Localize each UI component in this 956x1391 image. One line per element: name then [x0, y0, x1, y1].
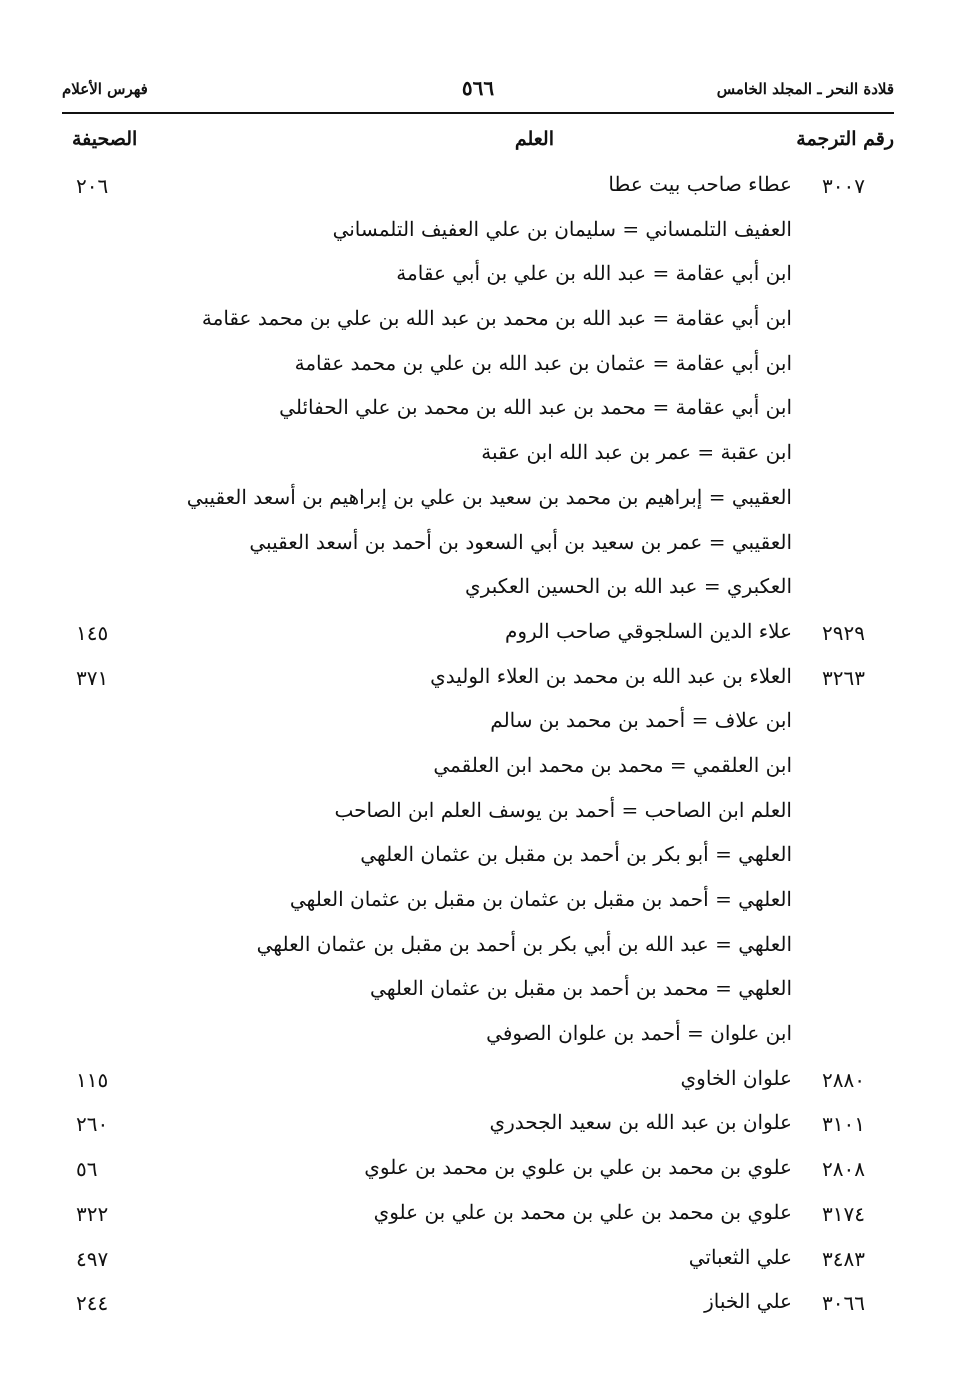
index-entry: [62, 434, 894, 479]
entry-name: ابن أبي عقامة = محمد بن عبد الله بن محمد بن علي الحفائلي: [279, 395, 792, 420]
index-entry: [62, 1194, 894, 1239]
page-number: ٥٦٦: [461, 76, 495, 100]
entry-number: ٢٩٢٩: [822, 620, 865, 645]
index-entry: [62, 881, 894, 926]
entry-page: ٢٠٦: [76, 174, 109, 198]
index-entry: [62, 300, 894, 345]
entry-number: ٣١٠١: [822, 1112, 865, 1137]
section-title: فهرس الأعلام: [62, 80, 148, 98]
index-entry: [62, 1149, 894, 1194]
index-entry: [62, 479, 894, 524]
running-head: [62, 72, 894, 108]
entry-name: علوي بن محمد بن علي بن علوي بن محمد بن علوي: [364, 1155, 792, 1180]
entry-number: ٢٨٨٠: [822, 1067, 865, 1092]
entry-name: ابن أبي عقامة = عبد الله بن علي بن أبي عقامة: [396, 261, 792, 286]
entry-page: ١٤٥: [76, 620, 109, 645]
entry-number: ٢٨٠٨: [822, 1157, 865, 1182]
entry-number: ٣٠٦٦: [822, 1291, 865, 1316]
index-entry: [62, 166, 894, 211]
index-entry: [62, 389, 894, 434]
entry-page: ٤٩٧: [76, 1246, 109, 1271]
book-title: قلادة النحر ـ المجلد الخامس: [716, 80, 894, 98]
entry-name: العلهي = أحمد بن مقبل بن عثمان بن مقبل بن عثمان العلهي: [289, 887, 792, 911]
entry-name: العلهي = محمد بن أحمد بن مقبل بن عثمان العلهي: [370, 976, 792, 1001]
entry-page: ٣٢٢: [76, 1201, 109, 1226]
index-entry: [62, 613, 894, 658]
entry-name: علي الثعباتي: [688, 1244, 792, 1269]
index-entry: [62, 1104, 894, 1149]
entry-page: ٣٧١: [76, 665, 109, 690]
index-entry: [62, 568, 894, 613]
entry-page: ٢٤٤: [76, 1291, 109, 1316]
entry-name: ابن أبي عقامة = عبد الله بن محمد بن عبد الله بن علي بن محمد عقامة: [201, 306, 792, 331]
entry-name: ابن عقبة = عمر بن عبد الله ابن عقبة: [481, 440, 792, 465]
entry-name: ابن علاف = أحمد بن محمد بن سالم: [490, 708, 792, 733]
index-entry: [62, 747, 894, 792]
entry-name: ابن أبي عقامة = عثمان بن عبد الله بن علي بن محمد عقامة: [294, 350, 792, 375]
entry-name: علوان بن عبد الله بن سعيد الجحدري: [489, 1110, 792, 1135]
index-entry: [62, 1239, 894, 1284]
entry-name: ابن العلقمي = محمد بن محمد ابن العلقمي: [433, 752, 792, 777]
column-header-number: رقم الترجمة: [796, 128, 894, 150]
entry-name: علوان الخاوي: [680, 1065, 792, 1090]
index-entry: [62, 211, 894, 256]
column-header-name: العلم: [514, 128, 554, 150]
entry-name: ابن علوان = أحمد بن علوان الصوفي: [486, 1021, 792, 1046]
entry-name: العقيبي = عمر بن سعيد بن أبي السعود بن أحمد بن أسعد العقيبي: [249, 529, 792, 554]
index-entry: [62, 836, 894, 881]
header-rule: [62, 112, 894, 114]
entry-number: ٣٢٦٣: [822, 665, 865, 690]
entry-name: علي الخباز: [704, 1289, 792, 1314]
entry-number: ٣٠٠٧: [822, 174, 865, 198]
entry-name: العلم ابن الصاحب = أحمد بن يوسف العلم ابن الصاحب: [334, 797, 792, 822]
index-entry: [62, 1015, 894, 1060]
index-entry: [62, 345, 894, 390]
index-entry: [62, 702, 894, 747]
entry-number: ٣٤٨٣: [822, 1246, 865, 1271]
column-headers: [62, 128, 894, 162]
entry-number: ٣١٧٤: [822, 1201, 865, 1226]
index-entry: [62, 792, 894, 837]
column-header-page: الصحيفة: [72, 128, 138, 150]
index-entry: [62, 658, 894, 703]
index-entry: [62, 1060, 894, 1105]
index-entries: [62, 166, 894, 1328]
index-entry: [62, 970, 894, 1015]
entry-name: العفيف التلمساني = سليمان بن علي العفيف التلمساني: [332, 216, 792, 241]
index-entry: [62, 1283, 894, 1328]
entry-name: علوي بن محمد بن علي بن محمد بن علي بن علوي: [373, 1199, 792, 1224]
index-entry: [62, 524, 894, 569]
index-entry: [62, 255, 894, 300]
entry-name: علاء الدين السلجوقي صاحب الروم: [504, 618, 792, 643]
index-entry: [62, 926, 894, 971]
entry-name: عطاء صاحب بيت عطا: [608, 172, 792, 196]
entry-name: العلاء بن عبد الله بن محمد بن العلاء الوليدي: [430, 663, 792, 688]
entry-name: العلهي = أبو بكر بن أحمد بن مقبل بن عثمان العلهي: [360, 842, 792, 867]
entry-name: العلهي = عبد الله بن أبي بكر بن أحمد بن مقبل بن عثمان العلهي: [256, 931, 792, 956]
entry-page: ٥٦: [76, 1157, 98, 1182]
entry-name: العكبري = عبد الله بن الحسين العكبري: [465, 574, 792, 599]
entry-name: العقيبي = إبراهيم بن محمد بن سعيد بن علي بن إبراهيم بن أسعد العقيبي: [186, 484, 792, 509]
entry-page: ٢٦٠: [76, 1112, 109, 1137]
entry-page: ١١٥: [76, 1067, 109, 1092]
